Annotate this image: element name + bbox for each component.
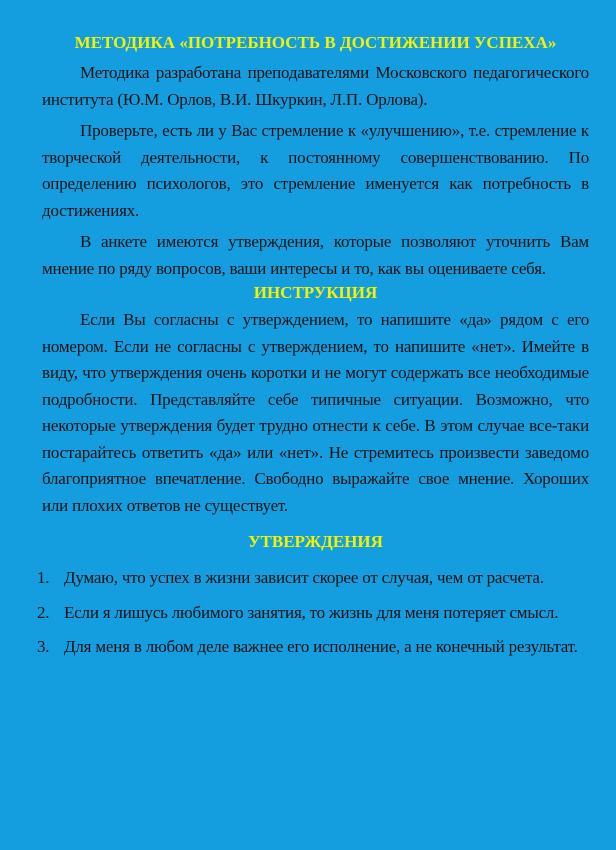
- statement-text: Думаю, что успех в жизни зависит скорее от случая, чем от расчета.: [64, 568, 544, 587]
- statements-heading: УТВЕРЖДЕНИЯ: [248, 532, 383, 551]
- statement-number: 3.: [37, 637, 50, 656]
- document-title: МЕТОДИКА «ПОТРЕБНОСТЬ В ДОСТИЖЕНИИ УСПЕХА»: [74, 33, 557, 52]
- instruction-paragraph: Если Вы согласны с утверждением, то напишите «да» рядом с его номером. Если не согласны с утверждением, то напишите «нет». Имейте в виду, что утверждения очень коротки и не могут содержать все необходимые подробности. Представляйте себе типичные ситуации. Возможно, что некоторые утверждения будет трудно отнести к себе. В этом случае все-таки постарайтесь ответить «да» или «нет». Не стремитесь произвести заведомо благоприятное впечатление. Свободно выражайте свое мнение. Хороших или плохих ответов не существует.: [42, 310, 589, 515]
- intro-paragraph-3: В анкете имеются утверждения, которые позволяют уточнить Вам мнение по ряду вопросов, ваши интересы и то, как вы оцениваете себя.: [42, 232, 589, 278]
- statement-item: [37, 634, 589, 661]
- statements-list: [37, 565, 589, 661]
- instruction-heading: ИНСТРУКЦИЯ: [253, 283, 378, 302]
- intro-paragraph-1: Методика разработана преподавателями Московского педагогического института (Ю.М. Орлов, В.И. Шкуркин, Л.П. Орлова).: [42, 63, 589, 109]
- statement-number: 2.: [37, 602, 50, 622]
- statement-item: [37, 565, 589, 592]
- statement-item: [37, 600, 589, 627]
- statement-number: 1.: [37, 568, 50, 587]
- intro-paragraph-2: Проверьте, есть ли у Вас стремление к «улучшению», т.е. стремление к творческой деятельности, к постоянному совершенствованию. По определению психологов, это стремление именуется как потребность в достижениях.: [42, 121, 589, 220]
- statement-text: Если я лишусь любимого занятия, то жизнь для меня потеряет смысл.: [64, 602, 559, 622]
- statement-text: Для меня в любом деле важнее его исполнение, а не конечный результат.: [64, 637, 578, 656]
